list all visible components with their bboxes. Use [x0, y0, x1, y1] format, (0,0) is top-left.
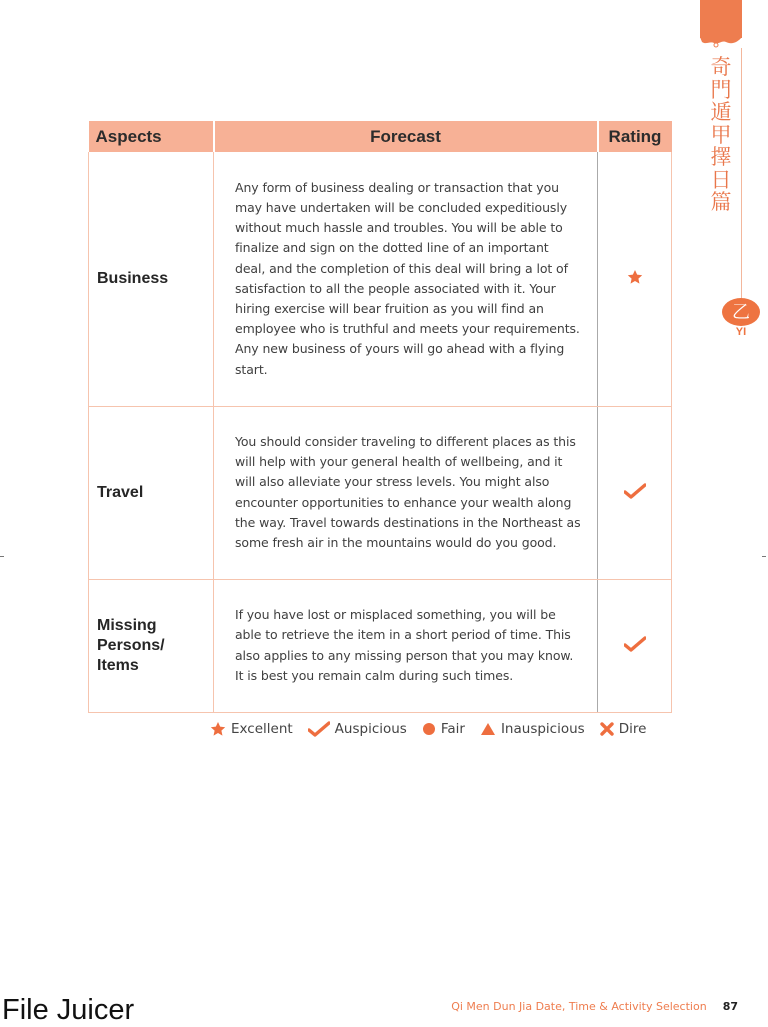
- watermark: File Juicer: [2, 994, 135, 1026]
- forecast-text: You should consider traveling to different places as this will help with your general health of wellbeing, and it will also alleviate your stress levels. You might also encounter opportunities to enhance your wealth along the way. Travel towards destinations in the Northeast as some fresh air in the mountains would do you good.: [214, 406, 598, 579]
- forecast-text: If you have lost or misplaced something, you will be able to retrieve the item in a short period of time. This also applies to any missing person that you may know. It is best you remain calm during such times.: [214, 579, 598, 712]
- forecast-text: Any form of business dealing or transaction that you may have undertaken will be concluded expeditiously without much hassle and troubles. You will be able to finalize and sign on the dotted line of an important deal, and the completion of this deal will bring a lot of satisfaction to all the people associated with it. Your hiring exercise will bear fruition as you will find an employee who is truthful and meets your requirements. Any new business of yours will go ahead with a flying start.: [214, 152, 598, 406]
- table-row: [89, 579, 672, 712]
- table-row: [89, 152, 672, 406]
- legend-label: Excellent: [231, 721, 293, 737]
- rating-legend: [210, 721, 646, 737]
- running-footer: [451, 1000, 738, 1013]
- forecast-table: [88, 121, 672, 713]
- legend-item: [422, 721, 465, 737]
- yi-badge: [722, 298, 760, 326]
- aspect-label-line: Missing: [97, 616, 157, 634]
- circle-icon: [422, 722, 436, 736]
- header-aspects: Aspects: [89, 121, 214, 152]
- rating-cell: [598, 406, 672, 579]
- table-row: [89, 406, 672, 579]
- header-forecast: Forecast: [214, 121, 598, 152]
- table-header-row: [89, 121, 672, 152]
- chapter-title-char: 擇: [710, 145, 732, 169]
- yi-label: YI: [735, 326, 747, 338]
- check-icon: [308, 721, 330, 737]
- check-icon: [624, 636, 646, 652]
- legend-item: [308, 721, 407, 737]
- aspect-label-line: Persons/: [97, 636, 165, 654]
- aspect-cell: [89, 152, 214, 406]
- rating-cell: [598, 579, 672, 712]
- chapter-title-char: 門: [710, 77, 732, 102]
- book-title: Qi Men Dun Jia Date, Time & Activity Selection: [451, 1000, 707, 1013]
- aspect-cell: [89, 406, 214, 579]
- legend-item: [210, 721, 293, 737]
- rating-cell: [598, 152, 672, 406]
- yi-glyph-icon: [730, 302, 752, 322]
- chapter-title-vertical: [706, 56, 736, 214]
- cloud-ornament-icon: [700, 36, 742, 48]
- aspect-label: Travel: [97, 483, 144, 501]
- legend-label: Auspicious: [334, 721, 407, 737]
- legend-label: Fair: [440, 721, 465, 737]
- legend-item: [480, 721, 585, 737]
- side-divider-line: [741, 48, 742, 298]
- legend-label: Inauspicious: [500, 721, 585, 737]
- forecast-table-container: [88, 121, 671, 713]
- crop-mark: [0, 556, 4, 557]
- chapter-title-char: 篇: [710, 190, 732, 214]
- page-number: 87: [722, 1000, 738, 1013]
- crop-mark: [762, 556, 766, 557]
- legend-item: [600, 721, 647, 737]
- chapter-title-char: 甲: [710, 122, 732, 147]
- cross-icon: [600, 722, 614, 736]
- aspect-cell: [89, 579, 214, 712]
- yi-glyph: 乙: [732, 302, 750, 322]
- triangle-icon: [480, 722, 496, 736]
- chapter-tab: [700, 0, 742, 38]
- star-icon: [210, 721, 226, 737]
- aspect-label-line: Items: [97, 656, 139, 674]
- header-rating: Rating: [598, 121, 672, 152]
- chapter-title-char: 遁: [710, 100, 732, 124]
- chapter-title-char: 日: [710, 167, 732, 192]
- legend-label: Dire: [618, 721, 647, 737]
- chapter-title-char: 奇: [710, 55, 732, 79]
- star-icon: [627, 269, 643, 285]
- check-icon: [624, 483, 646, 499]
- aspect-label: Business: [97, 269, 169, 287]
